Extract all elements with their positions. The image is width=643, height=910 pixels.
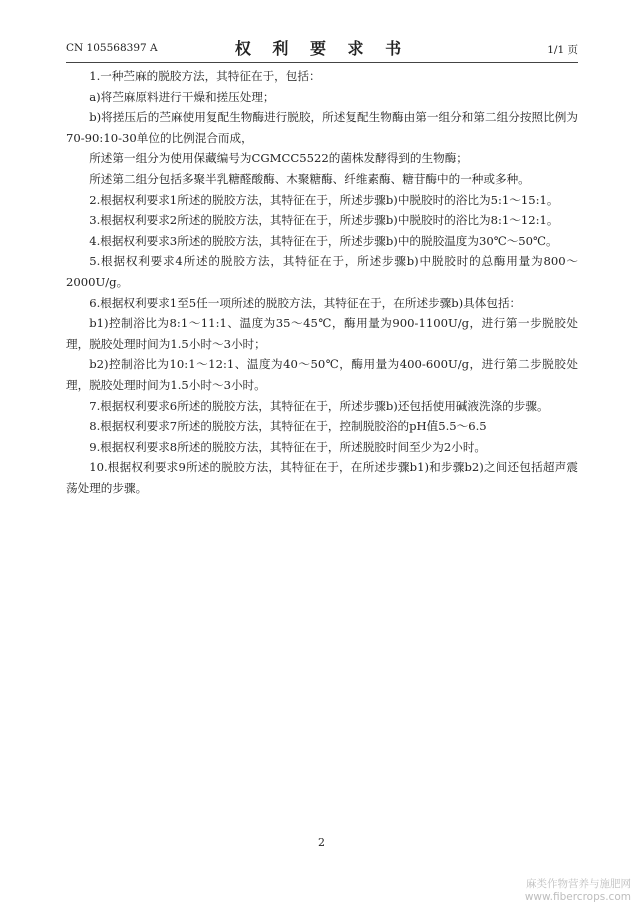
claim-paragraph: 2.根据权利要求1所述的脱胶方法，其特征在于，所述步骤b)中脱胶时的浴比为5:1～15:1。 <box>89 192 559 207</box>
watermark-url: www.fibercrops.com <box>524 891 631 903</box>
watermark <box>525 878 631 904</box>
claim-paragraph: 6.根据权利要求1至5任一项所述的脱胶方法，其特征在于，在所述步骤b)具体包括： <box>89 295 522 310</box>
watermark-site-name: 麻类作物营养与施肥网 <box>526 878 631 890</box>
document-title: 权 利 要 求 书 <box>234 39 410 58</box>
claim-paragraph: 所述第二组分包括多聚半乳糖醛酸酶、木聚糖酶、纤维素酶、糖苷酶中的一种或多种。 <box>89 171 530 186</box>
claim-paragraph: b2)控制浴比为10:1～12:1、温度为40～50℃，酶用量为400-600U/g，进行第二步脱胶处理，脱胶处理时间为1.5小时～3小时。 <box>66 357 578 392</box>
claim-paragraph: a)将苎麻原料进行干燥和搓压处理； <box>89 89 275 104</box>
header-divider <box>66 62 578 63</box>
claim-paragraph: b1)控制浴比为8:1～11:1、温度为35～45℃，酶用量为900-1100U/g，进行第一步脱胶处理，脱胶处理时间为1.5小时～3小时； <box>66 316 578 351</box>
claim-paragraph: 9.根据权利要求8所述的脱胶方法，其特征在于，所述脱胶时间至少为2小时。 <box>89 439 487 454</box>
claim-paragraph: 5.根据权利要求4所述的脱胶方法，其特征在于，所述步骤b)中脱胶时的总酶用量为800～2000U/g。 <box>66 254 578 289</box>
claim-paragraph: 10.根据权利要求9所述的脱胶方法，其特征在于，在所述步骤b1)和步骤b2)之间还包括超声震荡处理的步骤。 <box>66 460 578 495</box>
patent-number: CN 105568397 A <box>66 42 158 54</box>
claim-paragraph: 4.根据权利要求3所述的脱胶方法，其特征在于，所述步骤b)中的脱胶温度为30℃～50℃。 <box>89 233 558 248</box>
page-number: 2 <box>318 836 325 849</box>
claim-paragraph: 3.根据权利要求2所述的脱胶方法，其特征在于，所述步骤b)中脱胶时的浴比为8:1～12:1。 <box>89 213 559 228</box>
claims-body <box>66 66 578 498</box>
claim-paragraph: 7.根据权利要求6所述的脱胶方法，其特征在于，所述步骤b)还包括使用碱液洗涤的步骤。 <box>89 398 549 413</box>
claim-paragraph: b)将搓压后的苎麻使用复配生物酶进行脱胶，所述复配生物酶由第一组分和第二组分按照比例为70-90:10-30单位的比例混合而成， <box>66 110 578 145</box>
claim-paragraph: 8.根据权利要求7所述的脱胶方法，其特征在于，控制脱胶浴的pH值5.5～6.5 <box>89 419 487 434</box>
claim-paragraph: 所述第一组分为使用保藏编号为CGMCC5522的菌株发酵得到的生物酶； <box>89 151 468 166</box>
page-indicator: 1/1 页 <box>547 44 578 56</box>
page-header <box>66 36 578 58</box>
claim-paragraph: 1.一种苎麻的脱胶方法，其特征在于，包括： <box>89 69 321 83</box>
